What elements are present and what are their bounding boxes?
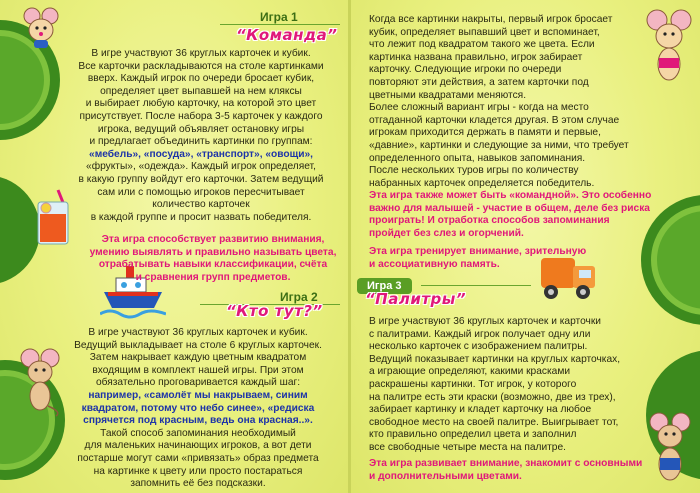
text-line: Эта игра тренирует внимание, зрительную [369,246,587,257]
divider [220,24,340,25]
game2-body [52,327,344,491]
text-line: Ведущий выкладывает на столе 6 круглых карточек. [74,339,322,351]
text-line: для маленьких начинающих игроков, а вот дети [84,440,312,452]
text-line: и ассоциативную память. [369,258,500,270]
game2-label: Игра 2 [280,290,318,304]
text-line: Эта игра способствует развитию внимания, [101,234,325,245]
game1-label: Игра 1 [260,10,298,24]
text-line: набранных карточек определяется победитель. [369,177,595,189]
game3-note [369,458,669,483]
text-line: обязательно проговаривается каждый шаг: [95,377,301,389]
text-line: В игре участвуют 36 круглых карточек и кубик. [91,48,311,59]
text-line: проиграть! И отработка способов запоминания [369,215,610,227]
text-line: Когда все картинки накрыты, первый игрок бросает [369,14,613,25]
text-line: кто правильно определил цвета и заполнил [369,429,577,441]
text-line: присутствует. После набора 3-5 карточек у каждого [79,110,323,122]
text-line: важно для малышей - участие в общем, деле без риска [369,202,650,214]
text-line: «давние», картинки и следующие за ними, что требует [369,139,629,151]
text-line: в какую группу войдут его карточки. Затем ведущий [78,173,324,185]
text-line: запомнить её без подсказки. [130,478,266,490]
text-line: Ведущий показывает картинки на круглых карточках, [369,353,621,365]
mouse-icon [20,6,62,50]
text-line: картинка названа правильно, игрок забирает [369,51,583,63]
text-line: отрабатывать навыки классификации, счёта [98,259,328,271]
text-line: кубик, определяет выпавший цвет и вспоминает, [369,26,600,38]
text-line: на картинке к цвету или просто постараться [93,465,303,477]
text-line: отгаданной карточки кладется другая. В этом случае [369,114,620,126]
text-line: Эта игра также может быть «командной». Это особенно [369,190,652,201]
text-line: умению выявлять и правильно называть цвета, [89,246,337,258]
text-line: В игре участвуют 36 круглых карточек и карточки [369,316,601,327]
text-line: а играющие определяют, какими красками [369,366,571,378]
game1-body [56,48,346,224]
game3-body [369,316,659,455]
text-line: постарше могут сами «привязать» образ предмета [77,452,319,464]
divider [421,285,531,286]
text-line: с палитрами. Каждый игрок получает одну или [369,328,591,340]
text-line: цветными квадратами меняются. [369,89,527,101]
text-line: свободное место на своей палитре. Выигрывает тот, [369,416,619,428]
text-line: «мебель», «посуда», «транспорт», «овощи», [89,148,313,160]
text-line: раскрашены картинки. Тот игрок, у которого [369,378,577,390]
text-line: игрока, ведущий объявляет остановку игры [97,123,305,135]
text-line: игрокам приходится держать в памяти и первые, [369,127,601,139]
text-line: Такой способ запоминания необходимый [100,427,296,439]
left-page [0,0,349,493]
game3-label: Игра 3 [357,278,412,294]
text-line: повторяют эти действия, а затем карточки под [369,76,589,88]
text-line: все свободные четыре места на палитре. [369,441,566,453]
game2-highlight [369,190,689,240]
text-line: В игре участвуют 36 круглых карточек и кубик. [88,327,308,338]
text-line: и дополнительными цветами. [369,470,522,482]
text-line: несколько карточек с изображением палитры. [369,341,588,353]
text-line: на палитре есть эти краски (возможно, две из трех), [369,391,616,403]
text-line: количество карточек [152,199,250,211]
text-line: «фрукты», «одежда». Каждый игрок определяет, [86,161,316,173]
text-line: и выбирает любую карточку, на которой это цвет [85,98,317,110]
text-line: Более сложный вариант игры - когда на место [369,102,589,114]
text-line: и предлагает объединить картинки по группам: [89,136,313,148]
text-line: пройдет без слез и огорчений. [369,227,524,239]
text-line: сам или с помощью игроков пересчитывает [97,186,305,198]
text-line: квадратом, потому что небо синее», «редиска [81,402,315,414]
text-line: спрячется под красным, ведь она красная..». [83,415,313,427]
right-page [351,0,700,493]
text-line: Эта игра развивает внимание, знакомит с основными [369,458,643,469]
text-line: и сравнения групп предметов. [135,271,291,283]
text-line: в каждой группе и просит назвать победителя. [90,211,312,223]
text-line: что лежит под квадратом такого же цвета. Если [369,39,595,51]
text-line: например, «самолёт мы накрываем, синим [88,389,308,401]
text-line: определяет цвет выпавшей на нем кляксы [100,85,302,97]
text-line: входящим в комплект нашей игры. При этом [92,364,304,376]
text-line: вверх. Каждый игрок по очереди бросает кубик, [87,73,315,85]
text-line: определенного опыта, навыков запоминания. [369,152,586,164]
game1-note [80,234,346,284]
game2-title: “Кто тут?” [226,302,323,320]
text-line: Все карточки раскладываются на столе картинками [78,60,324,72]
text-line: После нескольких туров игры по количеству [369,165,579,177]
game2-continued [369,14,659,190]
text-line: Затем накрывает каждую цветным квадратом [89,352,307,364]
game1-title: “Команда” [236,26,338,44]
text-line: карточку. Следующие игроки по очереди [369,64,562,76]
game2-note [369,246,649,271]
game3-title: “Палитры” [365,290,466,308]
text-line: забирает картинку и кладет карточку на любое [369,404,592,416]
